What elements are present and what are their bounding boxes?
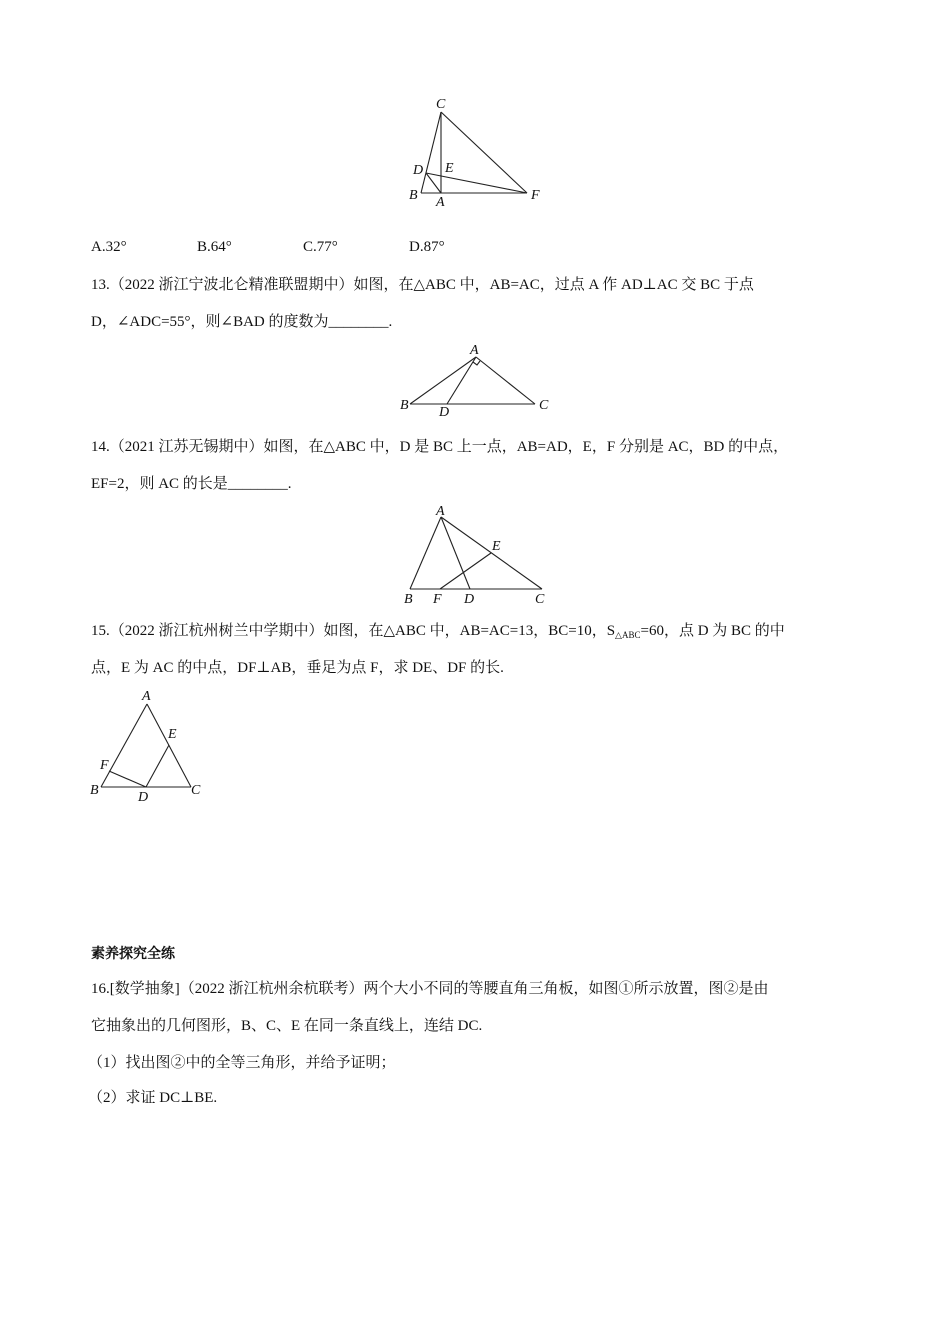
- q16-line1: 16.[数学抽象]（2022 浙江杭州余杭联考）两个大小不同的等腰直角三角板，如图①所示放置，图②是由: [91, 981, 769, 997]
- segment-ab: [410, 357, 476, 404]
- label-f: F: [531, 188, 540, 203]
- label-f: F: [433, 592, 442, 607]
- label-d: D: [464, 592, 475, 607]
- label-c: C: [436, 97, 446, 112]
- right-angle-mark: [473, 361, 480, 365]
- figure-q15: [85, 685, 215, 805]
- q16-part2: （2）求证 DC⊥BE.: [88, 1090, 218, 1106]
- option-c: C.77°: [303, 239, 338, 255]
- label-a: A: [142, 689, 151, 704]
- segment-df: [109, 771, 146, 787]
- label-c: C: [191, 783, 201, 798]
- q13-line1: 13.（2022 浙江宁波北仑精准联盟期中）如图，在△ABC 中，AB=AC，过点 A 作 AD⊥AC 交 BC 于点: [91, 277, 754, 293]
- label-b: B: [404, 592, 413, 607]
- q15-line1: [91, 621, 785, 642]
- label-d: D: [413, 163, 424, 178]
- segment-ab: [410, 517, 441, 589]
- figure-q13: [395, 340, 565, 420]
- label-c: C: [535, 592, 545, 607]
- option-a: A.32°: [91, 239, 127, 255]
- q16-part1: （1）找出图②中的全等三角形，并给予证明；: [88, 1055, 396, 1071]
- q13-line2: D，∠ADC=55°，则∠BAD 的度数为________.: [91, 314, 393, 330]
- label-d: D: [138, 790, 149, 805]
- label-e: E: [168, 727, 177, 742]
- q14-line1: 14.（2021 江苏无锡期中）如图，在△ABC 中，D 是 BC 上一点，AB=AD，E，F 分别是 AC，BD 的中点，: [91, 439, 789, 455]
- segment-fe: [440, 553, 491, 589]
- segment-de: [146, 745, 169, 787]
- q16-line2: 它抽象出的几何图形，B、C、E 在同一条直线上，连结 DC.: [91, 1018, 483, 1034]
- q15-subscript: △ABC: [615, 630, 641, 640]
- segment-ad: [447, 357, 476, 404]
- option-b: B.64°: [197, 239, 232, 255]
- q15-line2: 点，E 为 AC 的中点，DF⊥AB，垂足为点 F，求 DE、DF 的长.: [91, 660, 504, 676]
- label-b: B: [400, 398, 409, 413]
- label-e: E: [445, 161, 454, 176]
- label-f: F: [100, 758, 109, 773]
- label-a: A: [436, 195, 445, 210]
- section-title: 素养探究全练: [91, 946, 175, 962]
- figure-q12-lines: [421, 112, 527, 193]
- q15-text-before: 15.（2022 浙江杭州树兰中学期中）如图，在△ABC 中，AB=AC=13，BC=10，S: [91, 623, 616, 639]
- q15-text-after: =60，点 D 为 BC 的中: [640, 623, 785, 639]
- segment-ab: [101, 704, 147, 787]
- option-d: D.87°: [409, 239, 445, 255]
- segment-cb: [421, 112, 441, 193]
- label-b: B: [409, 188, 418, 203]
- segment-ac: [476, 357, 535, 404]
- label-a: A: [470, 343, 479, 358]
- label-e: E: [492, 539, 501, 554]
- label-d: D: [439, 405, 450, 420]
- label-a: A: [436, 504, 445, 519]
- q14-line2: EF=2，则 AC 的长是________.: [91, 476, 292, 492]
- segment-cf: [441, 112, 527, 193]
- figure-q14: [400, 500, 560, 610]
- label-c: C: [539, 398, 549, 413]
- figure-q12: [400, 92, 550, 212]
- label-b: B: [90, 783, 99, 798]
